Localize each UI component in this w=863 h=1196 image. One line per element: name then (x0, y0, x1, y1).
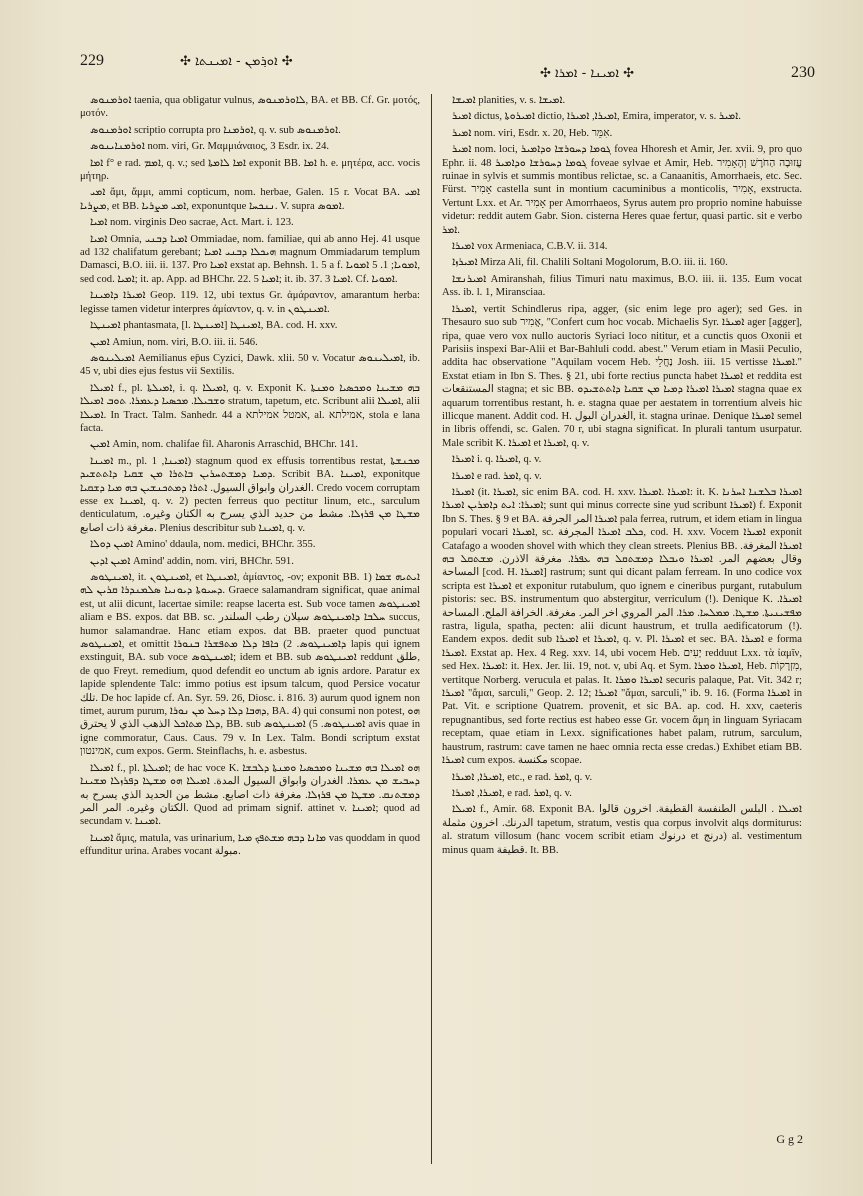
dictionary-entry: ܐܡܝܪܢܫܐ Amiranshah, filius Timuri natu maximus, B.O. iii. ii. 135. Eum vocat Ass. ib. l. 1, Miransciaa. (442, 273, 802, 299)
dictionary-entry: ܐܡܝܠܝܢܘܣ Aemilianus ep̄us Cyzici, Dawk. xlii. 50 v. Vocatur ܐܡܝܠܝܢܘܣ, ib. 45 v, ubi dies ejus festus vii Sextilis. (80, 352, 420, 378)
dictionary-entry: ܐܡܝܪܐ, ܐܡܝܪܐ, e rad. ܐܡܪ, q. v. (452, 787, 572, 799)
dictionary-entry: ܐܡܐ f° e rad. ܐܡܡ, q. v.; sed ܐܡܐ ܠܐܡܬܐ exponit BB. ܐܡܐ h. e. μητέρα, acc. vocis μήτηρ. (80, 157, 420, 183)
dictionary-entry: ܐܡܝܫܐ planities, v. s. ܐܡܝܫܐ. (452, 95, 566, 106)
dictionary-entry: ܐܡܝܪܐ ܕܐܡܝܢܐ Geop. 119. 12, ubi textus Gr. ἀμάραντον, amarantum herba: legisse tamen videtur interpres ἀμίαντον, q. v. in ܐܡܝܢܛܘܢ. (80, 290, 420, 315)
dictionary-entry: ܐܡܝܠܐ f., Amir. 68. Exponit BA. ܐܡܝܠܐ . البلس الطنفسة القطيفة. اخرون قالوا الدرنك. اخرون مثملة tapetum, stratum, vestis qua corpus involvit alqs dormiturus: al. stratum villosum (hanc vocem scribit etiam درنوك et درنج) al. vestimentum minus quam قطيفة. It. BB. (442, 804, 802, 856)
dictionary-entry: ܐܘܪܡܢܐܝܢܘܣ nom. viri, Gr. Μαμμιάναιος, 3 Esdr. ix. 24. (90, 141, 330, 153)
column-divider (431, 94, 432, 1164)
right-running-head: ✣ ܐܡܝܢܐ - ܐܡܪܐ ✣ (540, 66, 635, 81)
dictionary-entry: ܐܡܝܪܐ, vertit Schindlerus ripa, agger, (sic enim lege pro ager); sed Ges. in Thesauro suo sub אֲמִיר, "Confert cum hoc vocab. Michaelis Syr. ܐܡܝܪܐ ager [agger], ripa, quae vero vox nullo auctoris Syriaci loco nititur, et a cunctis quos Oxonii et Parisiis inspexi Bar-Alii et Bar-Bahluli codd. abest." Verum etiam in Masii Peculio, addita hac observatione "Aquilam vocem Heb. נַחֲלֵי Josh. iii. 15 vertisse ܐܡܝܪܐ." Exstat etiam in Ibn S. Thes. § 21, ubi forte rectius puncta habet ܐܡܝܪܐ et reddita est المستنقعات stagna; et sic BB. ܐܡܝܪܐ ܐܡܝܪܐ ܕܡܝܐ ܡܢ ܫܩܝܐ ܕܐܬܬܫܝܕܘ stagna quae ex aquarum torrentibus restant, h. e. stagna quae per aestatem in torrentium alveis hic illicque manent. Addit cod. H. الغدران البول, it. stagna urinae. Denique ܐܡܝܪܐ semel in libris offendi, sc. Galen. 70 r, ubi stagna significat. In plurali tantum usurpatur. Male scribit K. ܐܡܝܪܐ et ܐܡܝܪܐ, q. v. (442, 303, 802, 449)
dictionary-entry: ܐܡܝܢܐ m., pl. ܐܡܝܢܐ, 1) stagnum quod ex effusis torrentibus restat, ܡܟܢܫܬܐ ܕܡܝܐ ܕܡܫܬܚܪܝܢ ܒܐܬܪܐ ܡܢ ܫܩܝܐ ܕܐܬܬܫܝܕ. Scribit BA. ܐܡܝܢܐ, exponitque الغدران وابواق السيول. ܐܬܪܐ ܕܡܬܟܢܫܝܢ ܒܗ ܡܝܐ ܕܫܩܝܐ. Credo vocem corruptam esse ex ܐܡܝܢܐ, q. v. 2) pecten ferreus quo pectitur linum, etc., sarculum denticulatum, ܡܫܛܐ ܡܢ ܦܪܙܠܐ. مشط من حديد الذي يسرح به الكتان وغيره. مغرفة ذات اصابع. Plenius describitur sub ܐܡܝܢܐ, q. v. (80, 455, 420, 534)
dictionary-entry: ܐܘܪܡܢܘܣ taenia, qua obligatur vulnus, ܠܐܘܪܡܢܘܣ, BA. et BB. Cf. Gr. μοτός, μοτόν. (80, 95, 420, 120)
dictionary-entry: ܐܡܝܪܙܐ Mirza Ali, fil. Chalili Soltani Mogolorum, B.O. iii. ii. 160. (452, 257, 728, 269)
dictionary-entry: ܐܡܝܢ Amiun, nom. viri, B.O. iii. ii. 546. (90, 336, 258, 348)
dictionary-entry: ܐܡܝܢ Amin, nom. chalifae fil. Aharonis Arraschid, BHChr. 141. (90, 439, 359, 451)
dictionary-entry: ܐܡܝܠܐ f., pl. ܐܡܝܠܬܐ, i. q. ܐܡܝܠܐ, q. v. Exponit K. ܒܗ ܡܫܝܢܐ ܘܡܟܣܝܐ ܘܡܢܬܐ ܘܫܒܝܠܐ. ܡܟܣܝܐ ܕܥܡܪܐ. ܬܘܒ ܐܡܝܠܐ stratum, tapetum, etc. Scribunt alii ܐܡܝܠܐ, alii ܐܡܝܠܐ. In Tract. Talm. Sanhedr. 44 a אמטל אמילתא, al. אמילתא, stola e lana facta. (80, 382, 420, 434)
left-running-head: ✣ ܐܘܪ݂ܡܢ - ܐܡܝܢܬܐ ✣ (180, 54, 293, 69)
left-column (80, 94, 420, 1174)
dictionary-entry: ܐܡܝܪܐ (it. ܐܡܝܪܐ, sic enim BA. cod. H. xxv. ܐܡܝܪܐ .ܐܡܝܪܐ: it. K. ܐܡܝܪܐ ܒܠܫܢܐ ܐܚܪܢܐ ܐܡܝܪܐ: ܐܝܬ ܕܐܡܪܝܢ ܐܡܝܪܐ; sunt qui minus correcte sine yud scribunt ܐܡܝܪܐ) f. Exponit Ibn S. Thes. § 9 et BA. ܐܡܝܪܐ المر الجرفة pala ferrea, rutrum, et idem etiam in lingua populari vocari ܐܡܝܪܐ, sc. ܟܠܒ ܐܡܝܪܐ المجرفة, cod. H. xxv. Vocem ܐܡܝܪܐ exponit Catafago a wooden shovel with which they clean streets. Plenius BB. ܐܡܝܪܐ المغرفة. وقال بعضهم المر. ܐܡܝܪܐ ܘܝܒܠܐ ܕܡܫܬܩܠ ܒܗ ܥܦܪܐ. مغرفة الاذرن. ܡܫܬܩܠ ܒܗ المساحة [cod. H. ܐܡܝܪܐ] rastrum; sunt qui dicant palam ferream. In uno codice vox scripta est ܐܡܝܪܐ et exponitur rutabulum, quo ignem e cineribus purgant, rutabulum pistoris: sec. BS. instrumentum quo abstergitur, verriculum (!). Denique K. ܐܡܝܪܐ. ܡܦܫܝܢܝܬܐ. ܡܫܛܐ. ܡܡܠܚܐ. ܡܪܐ. المر المروي اخر المر. مغرفة. الخرافة الملح. المساحة rastra, ligula, spatha, pecten: alii dicunt haustrum, et trulla aedificatorum (!). Eandem expos. dedit sub ܐܡܝܪܐ et ܐܡܝܪܐ, q. v. Pl. ܐܡܝܪܐ et sec. BA. ܐܡܝܪܐ e forma ܐܡܝܪܐ. Exstat ap. Hex. 4 Reg. xxv. 14, ubi vocem Heb. יָעִים redduut Lxx. τὰ ἰαμῖν, sed Hex. ܐܡܝܪܐ: it. Hex. Jer. lii. 19, not. v, ubi Aq. et Sym. ܐܡܝܪܐ ܘܡܪܐ, Heb. מִזְרָקוֹת, vertitque Norberg. verucula et palas. It. ܐܡܝܪܐ ܘܡܪܐ securis palaque, Pat. Vit. 342 r; ܐܡܝܪܐ "ἄμαι, sarculi," Geop. 2. 12; ܐܡܝܪܐ "ἄμαι, sarculi," ib. 9. 16. (Forma ܐܡܝܪܐ in Pat. Vit. e scriptione Quatrem. provenit, et sic BA. ap. cod. H. xxv, caeteris repugnantibus, sed forte rectius est habeo esse Gr. vocem ἄμη in linguam Syriacam receptam, quae etiam in Lexx. significationes habet palam, rutrum, sarculum, haustrum, rastrum: cave tamen ne haec omnia recta esse credas.) Exhibet etiam BB. ܐܡܝܪܐ cum expos. مكنسة scopae. (442, 486, 802, 767)
dictionary-entry: ܐܡܝܪܐ e rad. ܐܡܪ, q. v. (452, 470, 542, 482)
dictionary-entry: ܐܡܝܪܐ i. q. ܐܡܝܪܐ, q. v. (452, 454, 542, 466)
dictionary-entry: ܐܡܝܠܐ f., pl. ܐܡܝܠܬܐ; de hac voce K. ܗܘ ܐܡܝܠܐ ܒܗ ܡܫܝܢܐ ܘܡܟܣܝܐ ܘܡܢܬܐ ܕܠܒܫܐ ܕܚܒܝܫ ܡܢ ܥܡܪܐ. الغدران وابواق السيول المدة. ܐܡܝܠܐ ܗܘ ܡܫܛܐ ܕܦܪܙܠܐ ܡܫܝܢܐ ܕܡܫܬܢܩ. ܡܫܛܐ ܡܢ ܦܪܙܠܐ. مغرفة ذات اصابع. مشط من الحديد الذي يسرح به الكتان وغيره. المر المر. Quod ad primam signif. attinet v. ܐܡܝܢܐ; quod ad secundam v. ܐܡܝܢܐ. (80, 762, 420, 828)
right-column (442, 94, 802, 1174)
dictionary-entry: ܐܡܝܪܐ, ܐܡܝܪܐ, etc., e rad. ܐܡܪ, q. v. (452, 771, 593, 783)
dictionary-entry: ܐܡܝܢܛܐ phantasmata, [l. ܐܡܝܢܛܐ] ܐܡܝܢܛܐ, BA. cod. H. xxv. (90, 320, 338, 332)
dictionary-entry: ܐܡܝܪ dictus, ܐܡܝܪܘܬܐ dictio, ܐܡܝܪܐ, ܐܡܝܪܐ, Emira, imperator, v. s. ܐܡܝܪ. (452, 111, 741, 123)
dictionary-entry: ܐܡܝܢܐ ἄμις, matula, vas urinarium, ܡܐܢܐ ܕܒܗ ܡܫܬܦܟ ܡܝܐ vas quoddam in quod effunditur urina. Arabes vocant مبولة. (80, 832, 420, 858)
dictionary-entry: ܐܡܝܪ nom. viri, Esdr. x. 20, Heb. אִמֵּר. (452, 127, 613, 139)
signature-mark: G g 2 (776, 1132, 803, 1146)
dictionary-entry: ܐܡܝܪ nom. loci, ܓܘܡܐ ܕܚܘܪܫܐ ܘܕܐܡܝܪ fovea Hhoresh et Amir, Jer. xvii. 9, pro quo Ephr. ii. 48 ܓܘܡܐ ܕܚܘܪܫܐ ܘܕܐܡܝܪ foveae sylvae et Amir, Heb. עֲזוּבָה הַחֹרֶשׁ וְהָאָמִיר ruinae in sylvis et summis montibus relictae, sc. a Canaanitis, Amorrhaeis, etc. Sec. Fürst. אָמִיר castella sunt in montium cacuminibus a monticolis, אָמִיר, exstructa. Vertunt Lxx. et Ar. אָמִיר per Amorrhaeos, Syrus autem pro proprio nomine habuisse videtur: reddit autem Gabr. Sion. cisterna Heres quae fertur, quasi partic. sit e verbo ܐܡܪ. (442, 144, 802, 236)
left-page-number: 229 (80, 52, 104, 69)
dictionary-entry: ܐܡܝܢ ܐܕܝܢ Amind' addin, nom. viri, BHChr. 591. (90, 555, 294, 567)
dictionary-entry: ܐܡܝܢܛܘܣ, it. ܐܡܝܢܛܘܢ, et ܐܡܝܢܛܐ, ἀμίαντος, -ον; exponit BB. 1) ܐܝܬܝܗ ܫܡܐ ܕܚܝܘܬܐ ܕܝܘܢܝܐ ܣܠܡܢܕܪܐ ܩܪܝܢ ܠܗ. Graece salamandram significat, quae animal est, ut alii dicunt, lacertae simile: reapse lacerta est. Sub voce tamen ܐܡܝܢܛܘܣ aliam e BS. expos. dat BB. sc. ܚܠܒܐ ܕܐܡܝܢܛܘܣ سيلان رطب السلندر succus, humor salamandrae. Hanc etiam expos. dat BB. praeter quod punctuat ܐܡܝܢܛܘܣ, et omittit ܕܐܡܝܢܛܘܣ. 2) ܟܐܦܐ ܕܠܐ ܡܬܦܫܪܐ ܒܢܘܪܐ lapis qui ignem exstinguit, BA. sub voce ܐܡܝܢܛܘܣ; idem et BB. sub ܐܡܝܢܛܘܣ reddunt طلق, de quo Freyt. remedium, quod defendit eo unctum ab ignis ardore. Paratur ex lapide splendente Talc: immo potius est ipsum talcum, quod Persice vocatur تلك. De hoc lapide cf. An. Syr. 59. 26, Diosc. i. 816. 3) aurum quod ignem non timet, aurum purum, ܕܗܒܐ ܕܠܐ ܕܚܠ ܡܢ ܢܘܪܐ, BA. 4) qui consumi non potest, ܗܘ ܕܠܐ ܡܬܐܟܠ الذهب الذي لا يحترق, BB. sub ܐܡܝܢܛܘܣ. 5) ܐܡܝܢܛܘܣ avis quae in igne commoratur, Caus. Caus. 79 v. In Lex. Talm. Bondi scriptum exstat אמינטון, cum expos. Germ. Steinflachs, h. e. asbestus. (80, 572, 420, 758)
right-page-number: 230 (791, 64, 815, 81)
dictionary-entry: ܐܘܪܡܢܘܣ scriptio corrupta pro ܐܘܪܡܢܐ, q. v. sub ܐܘܪܡܢܘܣ. (90, 124, 341, 136)
dictionary-entry: ܐܡܝܪܐ vox Armeniaca, C.B.V. ii. 314. (452, 241, 608, 253)
dictionary-entry: ܐܡܝܐ nom. virginis Deo sacrae, Act. Mart. i. 123. (90, 217, 294, 229)
dictionary-entry: ܐܡܝܢ ܕܘܠܐ Amino' ddaula, nom. medici, BHChr. 355. (90, 539, 316, 551)
page-header (60, 52, 823, 81)
dictionary-entry: ܐܡܝ ἄμι, ἄμμι, ammi copticum, nom. herbae, Galen. 15 r. Vocat BA. ܐܡܝ ܡܨܪܝܐ, et BB. ܐܡܝ ܡܨܪܝܐ, exponuntque ܢܢܟܚܐ. V. supra ܐܡܘܣ. (80, 187, 420, 212)
dictionary-entry: ܐܡܝܐ Omnia, ܐܡܝܐ ܕܒܢܝ Ommiadae, nom. familiae, qui ab anno Hej. 41 usque ad 132 chalifatum gerebant; ܗܝܟܠܐ ܕܒܢܝ ܐܡܝܐ magnum Ommiadarum templum Damasci, B.O. iii. ii. 137. Pro ܐܡܝܐ exstat ap. Behnsh. 1. 5 a f. ܐܡܘܝܐ; 1. 5 ܐܡܘܝܐ, sed cod. ܐܡܝܐ; it. ap. App. ad BHChr. 22. 5 ܐܡܝܐ; it. ib. 37. 3 ܐܡܝܐ. Cf. ܐܡܘܝܐ. (80, 233, 420, 285)
